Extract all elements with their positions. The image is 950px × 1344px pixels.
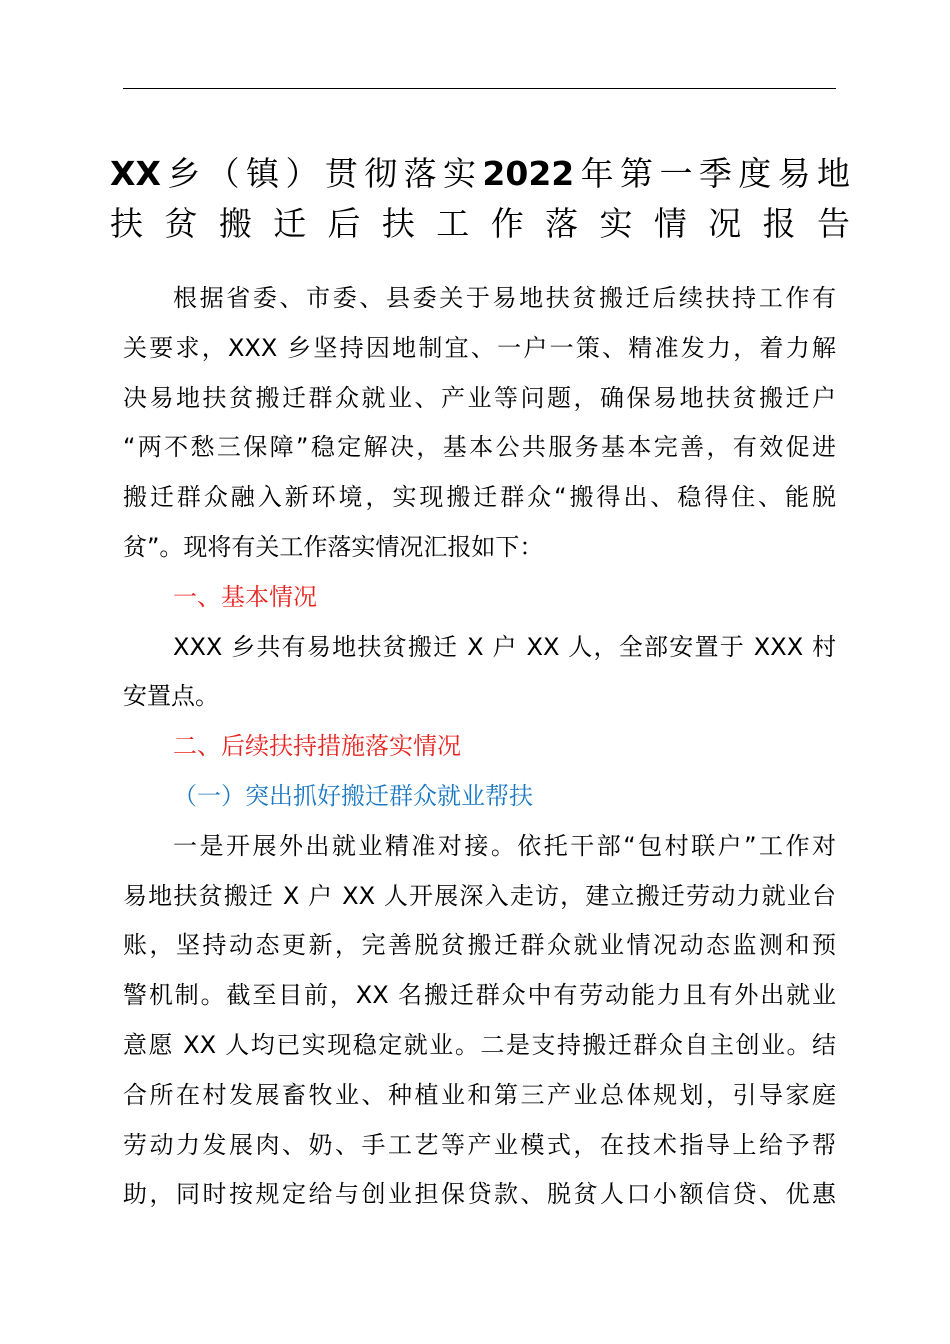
title-bold-year: 2022 — [482, 154, 575, 193]
paragraph-line: 警机制。截至目前，XX 名搬迁群众中有劳动能力且有外出就业 — [123, 981, 836, 1010]
document-body — [123, 274, 836, 1220]
header-rule — [123, 88, 836, 89]
title-text-1: 乡（镇）贯彻落实 — [160, 154, 483, 193]
document-title — [110, 148, 850, 248]
paragraph-line: 根据省委、市委、县委关于易地扶贫搬迁后续扶持工作有 — [173, 284, 836, 312]
paragraph-line: 易地扶贫搬迁 X 户 XX 人开展深入走访，建立搬迁劳动力就业台 — [123, 881, 836, 910]
title-rest-1: 年第一季度易地 — [574, 154, 850, 193]
paragraph-line: 安置点。 — [123, 682, 219, 711]
title-line-1 — [110, 148, 850, 198]
paragraph-line: 关要求，XXX 乡坚持因地制宜、一户一策、精准发力，着力解 — [123, 333, 836, 362]
paragraph-line: XXX 乡共有易地扶贫搬迁 X 户 XX 人，全部安置于 XXX 村 — [173, 632, 836, 661]
paragraph-line: 账，坚持动态更新，完善脱贫搬迁群众就业情况动态监测和预 — [123, 931, 836, 960]
section-heading: 一、基本情况 — [173, 582, 317, 611]
title-bold-prefix: XX — [110, 154, 161, 193]
paragraph-line: 合所在村发展畜牧业、种植业和第三产业总体规划，引导家庭 — [123, 1080, 836, 1109]
subsection-heading: （一）突出抓好搬迁群众就业帮扶 — [173, 781, 533, 810]
section-heading: 二、后续扶持措施落实情况 — [173, 732, 461, 761]
paragraph-line: “两不愁三保障”稳定解决，基本公共服务基本完善，有效促进 — [123, 433, 836, 462]
paragraph-line: 搬迁群众融入新环境，实现搬迁群众“搬得出、稳得住、能脱 — [123, 483, 836, 512]
title-line-2: 扶贫搬迁后扶工作落实情况报告 — [110, 203, 850, 243]
paragraph-line: 劳动力发展肉、奶、手工艺等产业模式，在技术指导上给予帮 — [123, 1130, 836, 1159]
paragraph-line: 助，同时按规定给与创业担保贷款、脱贫人口小额信贷、优惠 — [123, 1180, 836, 1209]
paragraph-line: 贫”。现将有关工作落实情况汇报如下： — [123, 532, 544, 561]
paragraph-line: 意愿 XX 人均已实现稳定就业。二是支持搬迁群众自主创业。结 — [123, 1030, 836, 1059]
paragraph-line: 决易地扶贫搬迁群众就业、产业等问题，确保易地扶贫搬迁户 — [123, 383, 836, 412]
paragraph-line: 一是开展外出就业精准对接。依托干部“包村联户”工作对 — [173, 831, 836, 860]
